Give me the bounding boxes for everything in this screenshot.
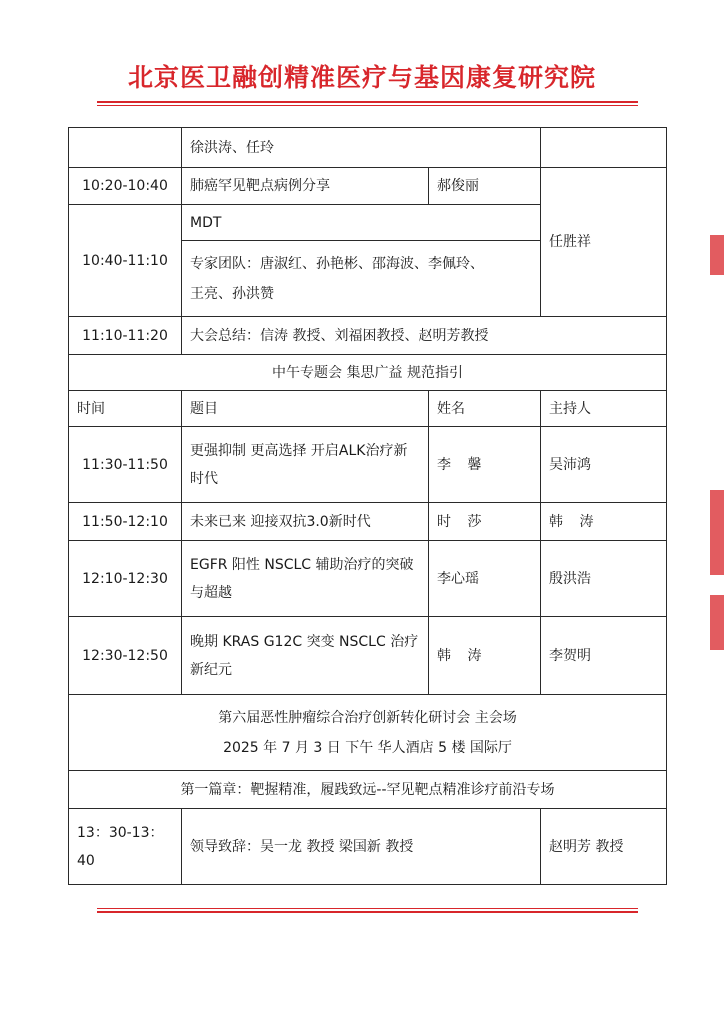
table-row xyxy=(69,317,667,355)
table-row xyxy=(69,168,667,205)
time-cell: 10:20-10:40 xyxy=(69,168,182,205)
time-cell: 11:50-12:10 xyxy=(69,503,182,541)
topic-cell: 领导致辞：吴一龙 教授 梁国新 教授 xyxy=(182,809,541,885)
time-cell: 11:10-11:20 xyxy=(69,317,182,355)
column-header: 主持人 xyxy=(541,391,667,427)
column-header: 题目 xyxy=(182,391,429,427)
table-row xyxy=(69,128,667,168)
table-row xyxy=(69,427,667,503)
seal-stamp-fragment xyxy=(710,490,724,575)
table-row xyxy=(69,355,667,391)
section-header: 中午专题会 集思广益 规范指引 xyxy=(69,355,667,391)
header-rule-thick xyxy=(97,101,638,103)
footer-rule-thick xyxy=(97,911,638,913)
time-cell: 12:30-12:50 xyxy=(69,617,182,695)
topic-cell xyxy=(182,241,541,317)
topic-cell: 大会总结：信涛 教授、刘福困教授、赵明芳教授 xyxy=(182,317,667,355)
chair-cell: 赵明芳 教授 xyxy=(541,809,667,885)
section-header xyxy=(69,695,667,771)
main-session-venue: 2025 年 7 月 3 日 下午 华人酒店 5 楼 国际厅 xyxy=(223,739,512,756)
table-row xyxy=(69,541,667,617)
topic-cell: EGFR 阳性 NSCLC 辅助治疗的突破与超越 xyxy=(182,541,429,617)
header-rule-thin xyxy=(97,105,638,106)
seal-stamp-fragment xyxy=(710,595,724,650)
speaker-cell: 李 馨 xyxy=(429,427,541,503)
schedule-table xyxy=(68,127,667,885)
chair-cell: 吴沛鸿 xyxy=(541,427,667,503)
main-session-title: 第六届恶性肿瘤综合治疗创新转化研讨会 主会场 xyxy=(218,709,517,726)
column-header: 时间 xyxy=(69,391,182,427)
expert-team-line: 专家团队：唐淑红、孙艳彬、邵海波、李佩玲、 xyxy=(190,255,484,272)
time-cell xyxy=(69,128,182,168)
time-cell: 10:40-11:10 xyxy=(69,205,182,317)
topic-cell: 徐洪涛、任玲 xyxy=(182,128,541,168)
chair-cell xyxy=(541,128,667,168)
topic-cell: 未来已来 迎接双抗3.0新时代 xyxy=(182,503,429,541)
expert-team-line: 王亮、孙洪赞 xyxy=(190,285,274,302)
chair-cell: 李贺明 xyxy=(541,617,667,695)
chair-cell: 任胜祥 xyxy=(541,168,667,317)
chair-cell: 殷洪浩 xyxy=(541,541,667,617)
speaker-cell: 李心瑶 xyxy=(429,541,541,617)
chapter-header: 第一篇章：靶握精准，履践致远--罕见靶点精准诊疗前沿专场 xyxy=(69,771,667,809)
table-header-row xyxy=(69,391,667,427)
time-cell: 12:10-12:30 xyxy=(69,541,182,617)
topic-cell: MDT xyxy=(182,205,541,241)
speaker-cell: 郝俊丽 xyxy=(429,168,541,205)
table-row xyxy=(69,695,667,771)
table-row xyxy=(69,503,667,541)
column-header: 姓名 xyxy=(429,391,541,427)
institute-title: 北京医卫融创精准医疗与基因康复研究院 xyxy=(127,63,596,92)
seal-stamp-fragment xyxy=(710,235,724,275)
topic-cell: 更强抑制 更高选择 开启ALK治疗新时代 xyxy=(182,427,429,503)
table-row xyxy=(69,617,667,695)
topic-cell: 肺癌罕见靶点病例分享 xyxy=(182,168,429,205)
footer-rule-thin xyxy=(97,908,638,909)
speaker-cell: 时 莎 xyxy=(429,503,541,541)
table-row xyxy=(69,771,667,809)
chair-cell: 韩 涛 xyxy=(541,503,667,541)
time-cell: 13：30-13：40 xyxy=(69,809,182,885)
speaker-cell: 韩 涛 xyxy=(429,617,541,695)
table-row xyxy=(69,809,667,885)
topic-cell: 晚期 KRAS G12C 突变 NSCLC 治疗新纪元 xyxy=(182,617,429,695)
time-cell: 11:30-11:50 xyxy=(69,427,182,503)
